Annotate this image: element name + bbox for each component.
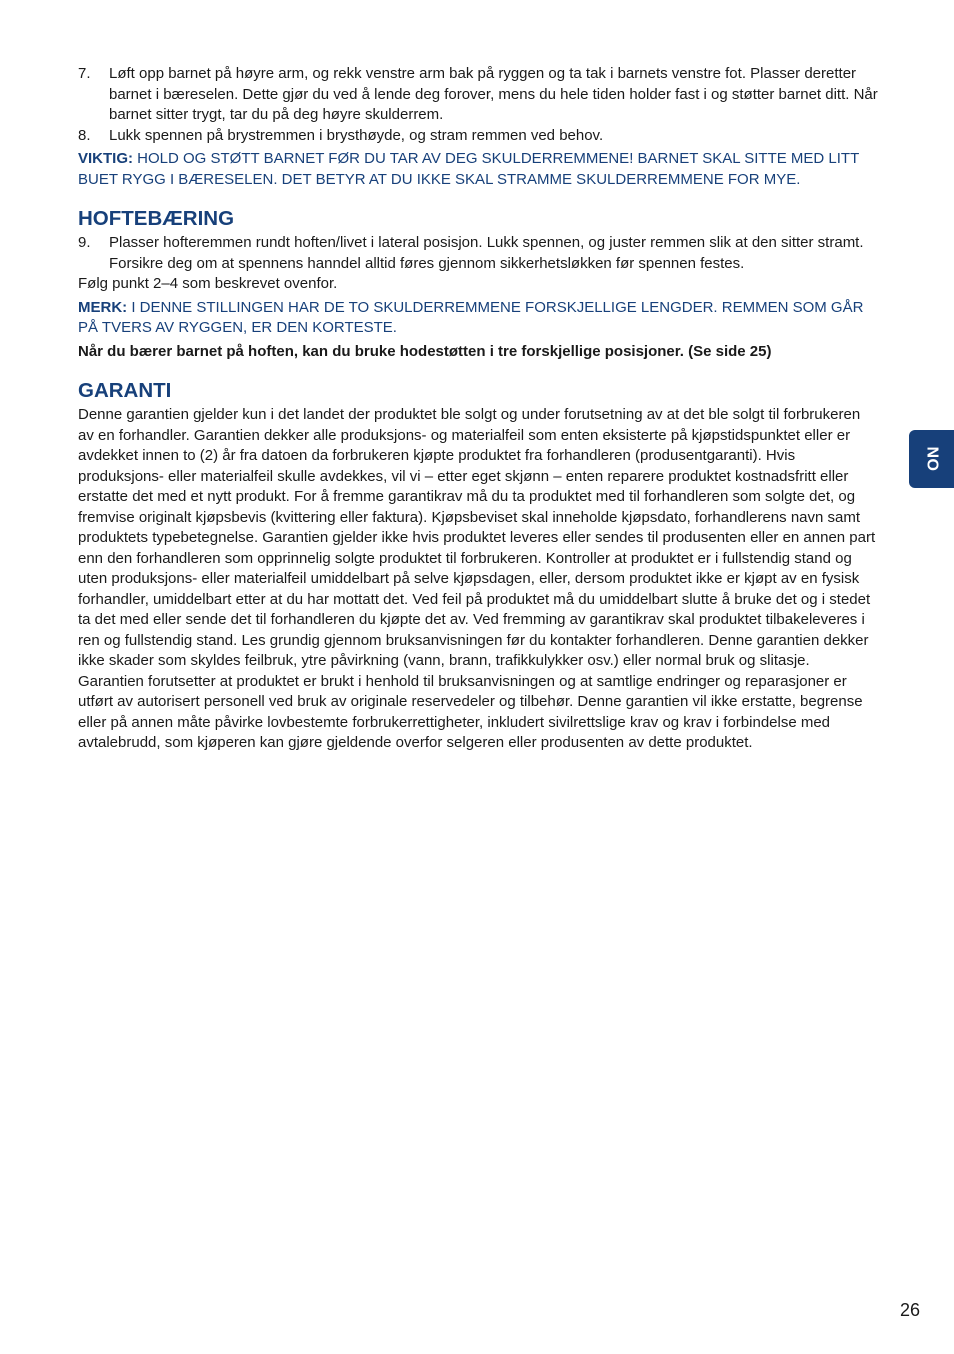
step-number: 8. bbox=[78, 126, 91, 144]
section-heading-hofte: HOFTEBÆRING bbox=[78, 207, 235, 230]
headrest-note: Når du bærer barnet på hoften, kan du bruke hodestøtten i tre forskjellige posisjoner. (Se side 25) bbox=[78, 342, 772, 360]
step-text: Løft opp barnet på høyre arm, og rekk venstre arm bak på ryggen og ta tak i barnets venstre fot. Plasser deretter barnet i bæreselen. Dette gjør du ved å lende deg forover, mens du hele tiden holder fast i og støtter barnet ditt. Når barnet sitter trygt, tar du på deg høyre skulderrem. bbox=[109, 65, 878, 123]
section-heading-garanti: GARANTI bbox=[78, 379, 172, 402]
note-notice bbox=[78, 298, 878, 339]
notice-text: I DENNE STILLINGEN HAR DE TO SKULDERREMMENE FORSKJELLIGE LENGDER. REMMEN SOM GÅR PÅ TVERS AV RYGGEN, ER DEN KORTESTE. bbox=[78, 298, 864, 336]
follow-instruction: Følg punkt 2–4 som beskrevet ovenfor. bbox=[78, 275, 338, 292]
step-8 bbox=[78, 126, 878, 147]
step-7 bbox=[78, 64, 878, 126]
step-text: Plasser hofteremmen rundt hoften/livet i lateral posisjon. Lukk spennen, og juster remmen slik at den sitter stramt. Forsikre deg om at spennens hanndel alltid føres gjennom sikkerhetsløkken før spennen festes. bbox=[109, 234, 864, 272]
notice-text: HOLD OG STØTT BARNET FØR DU TAR AV DEG SKULDERREMMENE! BARNET SKAL SITTE MED LITT BUET RYGG I BÆRESELEN. DET BETYR AT DU IKKE SKAL STRAMME SKULDERREMMENE FOR MYE. bbox=[78, 150, 859, 188]
step-number: 9. bbox=[78, 234, 91, 251]
step-text: Lukk spennen på brystremmen i brysthøyde, og stram remmen ved behov. bbox=[109, 126, 604, 144]
language-tab bbox=[909, 430, 954, 488]
notice-label: MERK: bbox=[78, 298, 128, 316]
important-notice bbox=[78, 149, 878, 190]
page-content bbox=[78, 64, 878, 754]
language-code: NO bbox=[923, 446, 941, 472]
step-9 bbox=[78, 233, 878, 274]
step-number: 7. bbox=[78, 65, 91, 82]
warranty-text: Denne garantien gjelder kun i det landet der produktet ble solgt og under forutsetning av at det ble solgt til forbrukeren av en forhandler. Garantien dekker alle produksjons- og materialfeil som enten eksisterte på kjøpstidspunktet eller er avdekket innen to (2) år fra datoen da forbrukeren kjøpte produktet fra forhandleren (produsentgaranti). Hvis produksjons- eller materialfeil skulle avdekkes, vil vi – etter eget skjønn – enten reparere produktet kostnadsfritt eller erstatte det med et nytt produkt. For å fremme garantikrav må du ta produktet med til forhandleren som solgte det, og fremvise originalt kjøpsbevis (kvittering eller faktura). Kjøpsbeviset skal inneholde kjøpsdato, forhandlerens navn samt produktets typebetegnelse. Garantien gjelder ikke hvis produktet leveres eller sendes til produsenten eller en annen part enn den forhandleren som opprinnelig solgte produktet til forbrukeren. Kontroller at produktet er i fullstendig stand og uten produksjons- eller materialfeil umiddelbart på selve kjøpsdagen, eller, dersom produktet ikke er kjøpt av en fysisk forhandler, umiddelbart etter at du har mottatt det. Ved feil på produktet må du umiddelbart slutte å bruke det og i stedet ta det med eller sende det til forhandleren du kjøpte det av. Ved fremming av garantikrav skal produktet tilbakeleveres i ren og fullstendig stand. Les grundig gjennom bruksanvisningen før du kontakter forhandleren. Denne garantien dekker ikke skader som skyldes feilbruk, ytre påvirkning (vann, brann, trafikkulykker osv.) eller normal bruk og slitasje. Garantien forutsetter at produktet er brukt i henhold til bruksanvisningen og at samtlige endringer og reparasjoner er utført av autorisert personell ved bruk av originale reservedeler og tilbehør. Denne garantien vil ikke erstatte, begrense eller på annen måte påvirke lovbestemte forbrukerrettigheter, inkludert sivilrettslige krav og krav i forbindelse med avtalebrudd, som kjøperen kan gjøre gjeldende overfor selgeren eller produsenten av dette produktet. bbox=[78, 406, 876, 751]
notice-label: VIKTIG: bbox=[78, 150, 133, 167]
page-number: 26 bbox=[900, 1300, 921, 1320]
